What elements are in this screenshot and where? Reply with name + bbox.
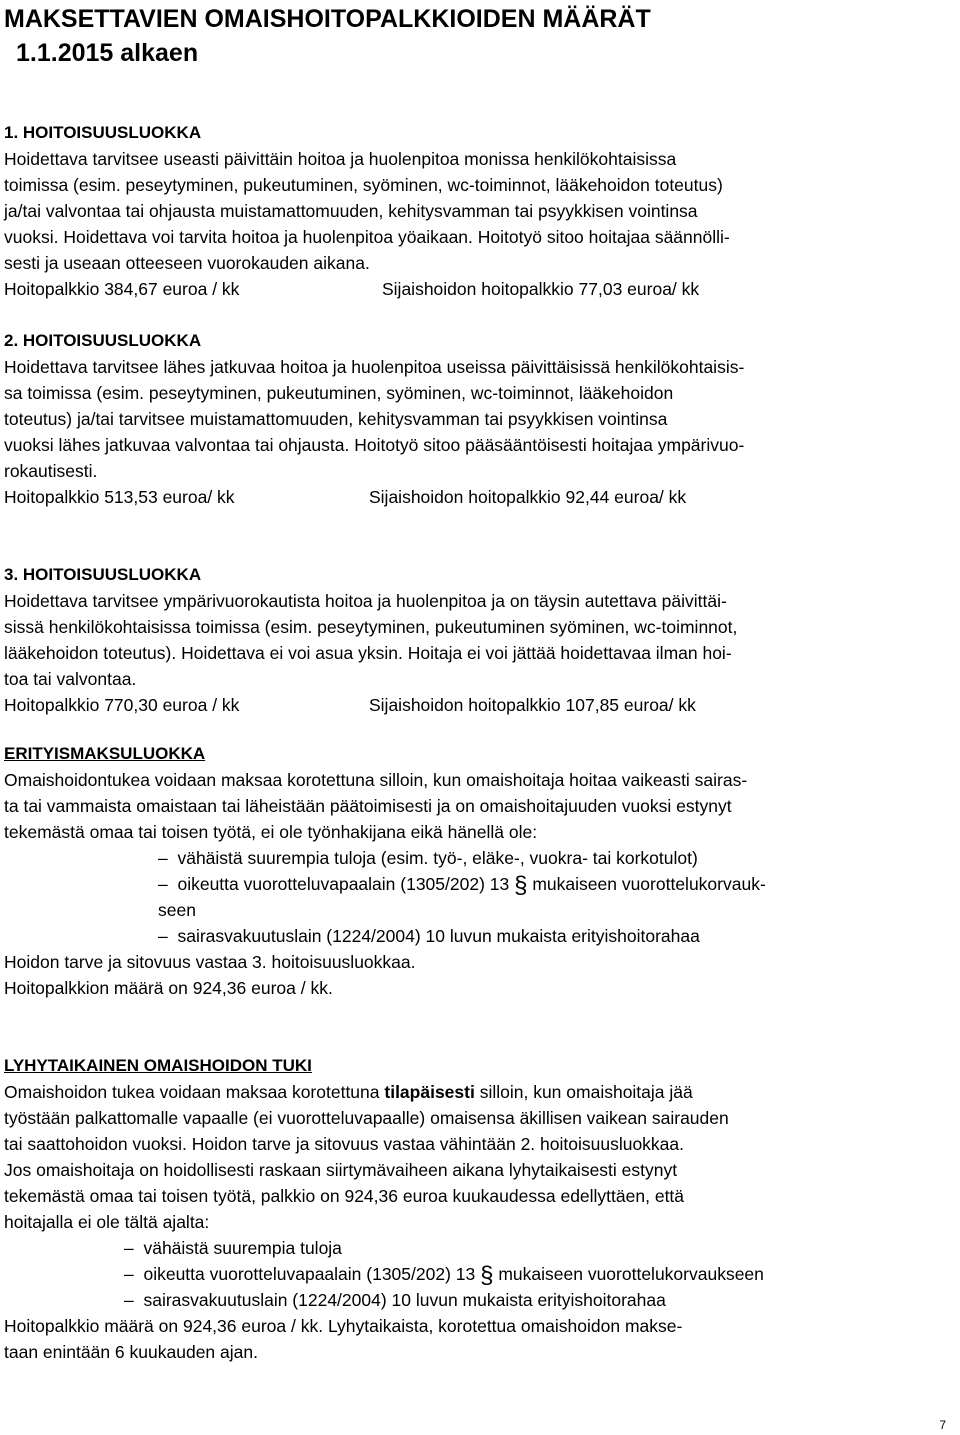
section-1-line: Hoidettava tarvitsee useasti päivittäin hoitoa ja huolenpitoa monissa henkilökohtaisissa (4, 149, 677, 169)
dash-marker: – (158, 848, 178, 868)
short-term-bullet: – oikeutta vuorotteluvapaalain (1305/202) 13 § mukaiseen vuorottelukorvaukseen (124, 1262, 764, 1289)
section-2-fee: Hoitopalkkio 513,53 euroa/ kk (4, 487, 235, 507)
emphasis-temporary: tilapäisesti (384, 1082, 475, 1102)
short-term-after-line: Hoitopalkkio määrä on 924,36 euroa / kk. Lyhytaikaista, korotettua omaishoidon maksе- (4, 1316, 683, 1336)
special-line: ta tai vammaista omaistaan tai läheistään päätoimisesti ja on omaishoitajuuden vuoksi estynyt (4, 796, 732, 816)
section-2 (4, 328, 744, 510)
short-term-line: työstään palkattomalle vapaalle (ei vuorotteluvapaalle) omaisensa äkillisen vaikean sairauden (4, 1108, 729, 1128)
section-3-line: Hoidettava tarvitsee ympärivuorokautista hoitoa ja huolenpitoa ja on täysin autettava päivittäi- (4, 591, 727, 611)
short-term-line: Omaishoidon tukea voidaan maksaa korotettuna tilapäisesti silloin, kun omaishoitaja jää (4, 1082, 693, 1102)
special-heading: ERITYISMAKSULUOKKA (4, 744, 206, 763)
section-2-line: sa toimissa (esim. peseytyminen, pukeutuminen, syöminen, wc-toiminnot, lääkehoidon (4, 383, 674, 403)
section-2-substitute-fee: Sijaishoidon hoitopalkkio 92,44 euroa/ kk (369, 487, 687, 507)
dash-marker: – (158, 874, 178, 894)
section-3-line: sissä henkilökohtaisissa toimissa (esim. peseytyminen, pukeutuminen syöminen, wc-toiminnot, (4, 617, 738, 637)
section-3-heading: 3. HOITOISUUSLUOKKA (4, 565, 202, 584)
section-sign: § (480, 1262, 494, 1289)
section-3-fees (4, 692, 737, 718)
section-sign: § (514, 872, 528, 899)
short-term-heading: LYHYTAIKAINEN OMAISHOIDON TUKI (4, 1056, 312, 1075)
section-3-fee: Hoitopalkkio 770,30 euroa / kk (4, 695, 240, 715)
section-1-substitute-fee: Sijaishoidon hoitopalkkio 77,03 euroa/ kk (382, 279, 700, 299)
special-after-line: Hoitopalkkion määrä on 924,36 euroa / kk. (4, 978, 333, 998)
special-bullet: – vähäistä suurempia tuloja (esim. työ-, eläke-, vuokra- tai korkotulot) (158, 848, 698, 868)
section-1-line: toimissa (esim. peseytyminen, pukeutuminen, syöminen, wc-toiminnot, lääkehoidon toteutus) (4, 175, 723, 195)
short-term-after-line: taan enintään 6 kuukauden ajan. (4, 1342, 258, 1362)
section-1-heading: 1. HOITOISUUSLUOKKA (4, 123, 202, 142)
section-1-line: ja/tai valvontaa tai ohjausta muistamattomuuden, kehitysvamman tai psyykkisen vointinsa (4, 201, 698, 221)
section-2-heading: 2. HOITOISUUSLUOKKA (4, 331, 202, 350)
special-after-line: Hoidon tarve ja sitovuus vastaa 3. hoitoisuusluokkaa. (4, 952, 416, 972)
section-1 (4, 120, 730, 302)
special-section (4, 741, 766, 1001)
section-1-fees (4, 276, 730, 302)
section-2-line: vuoksi lähes jatkuvaa valvontaa tai ohjausta. Hoitotyö sitoo pääsääntöisesti hoitajaa ympärivuo- (4, 435, 745, 455)
special-line: tekemästä omaa tai toisen työtä, ei ole työnhakijana eikä hänellä ole: (4, 822, 538, 842)
short-term-line: tai saattohoidon vuoksi. Hoidon tarve ja sitovuus vastaa vähintään 2. hoitoisuusluokkaa. (4, 1134, 685, 1154)
short-term-bullet: – sairasvakuutuslain (1224/2004) 10 luvun mukaista erityishoitorahaa (124, 1290, 666, 1310)
section-1-fee: Hoitopalkkio 384,67 euroa / kk (4, 279, 240, 299)
title-line-2: 1.1.2015 alkaen (16, 39, 199, 67)
section-2-line: Hoidettava tarvitsee lähes jatkuvaa hoitoa ja huolenpitoa useissa päivittäisissä henkilökohtaisis- (4, 357, 745, 377)
short-term-bullet: – vähäistä suurempia tuloja (124, 1238, 342, 1258)
short-term-line: tekemästä omaa tai toisen työtä, palkkio on 924,36 euroa kuukaudessa edellyttäen, että (4, 1186, 685, 1206)
section-1-line: vuoksi. Hoidettava voi tarvita hoitoa ja huolenpitoa yöaikaan. Hoitotyö sitoo hoitajaa säännölli- (4, 227, 730, 247)
section-2-fees (4, 484, 744, 510)
dash-marker: – (124, 1238, 144, 1258)
special-bullet-continuation: seen (158, 900, 196, 920)
dash-marker: – (124, 1264, 144, 1284)
document-title (4, 2, 651, 70)
section-3 (4, 562, 737, 718)
section-3-line: lääkehoidon toteutus). Hoidettava ei voi asua yksin. Hoitaja ei voi jättää hoidettavaa ilman hoi- (4, 643, 732, 663)
dash-marker: – (124, 1290, 144, 1310)
title-line-1: MAKSETTAVIEN OMAISHOITOPALKKIOIDEN MÄÄRÄT (4, 5, 651, 33)
short-term-section (4, 1053, 764, 1365)
section-2-line: toteutus) ja/tai tarvitsee muistamattomuuden, kehitysvamman tai psyykkisen vointinsa (4, 409, 668, 429)
section-3-line: toa tai valvontaa. (4, 669, 137, 689)
short-term-line: hoitajalla ei ole tältä ajalta: (4, 1212, 210, 1232)
section-1-line: sesti ja useaan otteeseen vuorokauden aikana. (4, 253, 370, 273)
section-2-line: rokautisesti. (4, 461, 98, 481)
short-term-line: Jos omaishoitaja on hoidollisesti raskaan siirtymävaiheen aikana lyhytaikaisesti estynyt (4, 1160, 678, 1180)
special-bullet: – oikeutta vuorotteluvapaalain (1305/202) 13 § mukaiseen vuorottelukorvauk- (158, 872, 766, 899)
page-number: 7 (939, 1418, 946, 1432)
section-3-substitute-fee: Sijaishoidon hoitopalkkio 107,85 euroa/ kk (369, 695, 696, 715)
special-bullet: – sairasvakuutuslain (1224/2004) 10 luvun mukaista erityishoitorahaa (158, 926, 700, 946)
special-line: Omaishoidontukea voidaan maksaa korotettuna silloin, kun omaishoitaja hoitaa vaikeasti sairas- (4, 770, 748, 790)
dash-marker: – (158, 926, 178, 946)
